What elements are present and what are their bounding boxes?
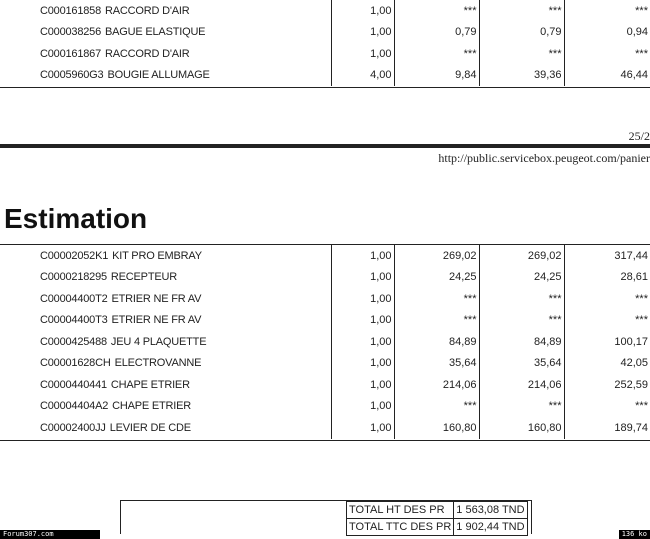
unit-price-cell: *** [394,396,479,418]
total-ttc-cell: *** [635,400,648,413]
unit-price-cell: 0,79 [394,22,479,44]
quantity-cell: 1,00 [331,43,394,65]
page-separator [0,144,650,148]
unit-price-cell: *** [394,288,479,310]
total-ht-cell: *** [479,0,564,22]
part-reference: C00001628CH [40,357,111,370]
part-description [0,396,331,418]
part-description [0,245,331,267]
total-ttc-cell: *** [635,47,648,60]
table-row [0,374,650,396]
total-ttc-label: TOTAL TTC DES PR [347,519,454,536]
total-ht-cell: *** [479,310,564,332]
total-ttc-value: 1 902,44 TND [454,519,527,536]
totals-table [346,501,528,536]
total-ttc-row [347,519,528,536]
unit-price-cell: *** [394,310,479,332]
total-ht-label: TOTAL HT DES PR [347,502,454,519]
part-label: ETRIER NE FR AV [111,314,202,327]
table-row [0,22,650,44]
quantity-cell: 1,00 [331,288,394,310]
total-ttc-cell: 252,59 [614,378,648,391]
part-description [0,0,331,22]
quantity-cell: 1,00 [331,245,394,267]
part-reference: C000161858 [40,4,102,17]
part-description [0,310,331,332]
table-row [0,43,650,65]
total-ht-cell: 35,64 [479,353,564,375]
total-ttc-cell: 0,94 [626,26,648,39]
part-reference: C000038256 [40,26,102,39]
table-row [0,288,650,310]
quantity-cell: 1,00 [331,0,394,22]
section-title: Estimation [4,203,148,234]
part-reference: C0000425488 [40,335,107,348]
part-label: CHAPE ETRIER [112,400,192,413]
file-size-badge: 136 ko [619,530,650,539]
table-row [0,267,650,289]
table-row [0,396,650,418]
table-row [0,245,650,267]
total-ttc-cell: 28,61 [620,271,648,284]
part-label: KIT PRO EMBRAY [112,249,202,262]
part-description [0,267,331,289]
total-ttc-cell: 42,05 [620,357,648,370]
total-ht-cell: 269,02 [479,245,564,267]
part-description [0,22,331,44]
part-label: BOUGIE ALLUMAGE [107,69,210,82]
part-label: LEVIER DE CDE [109,421,191,434]
total-ht-cell: *** [479,43,564,65]
top-table-bottom-border [0,87,650,88]
part-description [0,288,331,310]
total-ttc-cell: 100,17 [614,335,648,348]
table-row [0,331,650,353]
part-reference: C00002052K1 [40,249,109,262]
total-ht-cell: 0,79 [479,22,564,44]
unit-price-cell: 214,06 [394,374,479,396]
table-row [0,417,650,439]
forum-watermark: Forum307.com [0,530,100,539]
total-ttc-cell: 317,44 [614,249,648,262]
table-row [0,310,650,332]
table-row [0,65,650,87]
part-reference: C00004400T2 [40,292,108,305]
part-description [0,353,331,375]
part-description [0,65,331,87]
quantity-cell: 1,00 [331,353,394,375]
totals-box [120,500,532,534]
total-ht-cell: 39,36 [479,65,564,87]
unit-price-cell: 24,25 [394,267,479,289]
total-ht-row [347,502,528,519]
total-ttc-cell: *** [635,314,648,327]
part-label: CHAPE ETRIER [110,378,190,391]
quantity-cell: 1,00 [331,267,394,289]
unit-price-cell: 35,64 [394,353,479,375]
quantity-cell: 1,00 [331,396,394,418]
top-parts-table [0,0,650,86]
part-label: ELECTROVANNE [114,357,202,370]
unit-price-cell: *** [394,43,479,65]
total-ht-cell: 84,89 [479,331,564,353]
unit-price-cell: 9,84 [394,65,479,87]
part-description [0,43,331,65]
part-reference: C0000440441 [40,378,107,391]
page-url: http://public.servicebox.peugeot.com/panier [438,151,650,165]
quantity-cell: 1,00 [331,374,394,396]
table-row [0,0,650,22]
part-reference: C00004400T3 [40,314,108,327]
quantity-cell: 1,00 [331,22,394,44]
total-ttc-cell: 189,74 [614,421,648,434]
quantity-cell: 1,00 [331,417,394,439]
part-description [0,417,331,439]
total-ttc-cell: *** [635,4,648,17]
table-row [0,353,650,375]
part-reference: C0005960G3 [40,69,104,82]
part-description [0,331,331,353]
total-ttc-cell: 46,44 [620,69,648,82]
quantity-cell: 4,00 [331,65,394,87]
part-label: RACCORD D'AIR [105,47,190,60]
total-ht-cell: 214,06 [479,374,564,396]
part-reference: C00004404A2 [40,400,109,413]
unit-price-cell: 269,02 [394,245,479,267]
part-label: BAGUE ELASTIQUE [105,26,206,39]
part-reference: C0000218295 [40,271,107,284]
quantity-cell: 1,00 [331,331,394,353]
page-number: 25/2 [628,129,650,143]
total-ht-value: 1 563,08 TND [454,502,527,519]
estimation-table [0,245,650,439]
part-reference: C000161867 [40,47,102,60]
total-ht-cell: *** [479,396,564,418]
unit-price-cell: *** [394,0,479,22]
unit-price-cell: 160,80 [394,417,479,439]
part-description [0,374,331,396]
total-ttc-cell: *** [635,292,648,305]
total-ht-cell: *** [479,288,564,310]
total-ht-cell: 160,80 [479,417,564,439]
part-label: ETRIER NE FR AV [111,292,202,305]
estimation-table-bottom-border [0,440,650,441]
part-label: JEU 4 PLAQUETTE [110,335,207,348]
part-reference: C00002400JJ [40,421,106,434]
unit-price-cell: 84,89 [394,331,479,353]
part-label: RECEPTEUR [110,271,177,284]
total-ht-cell: 24,25 [479,267,564,289]
part-label: RACCORD D'AIR [105,4,190,17]
quantity-cell: 1,00 [331,310,394,332]
